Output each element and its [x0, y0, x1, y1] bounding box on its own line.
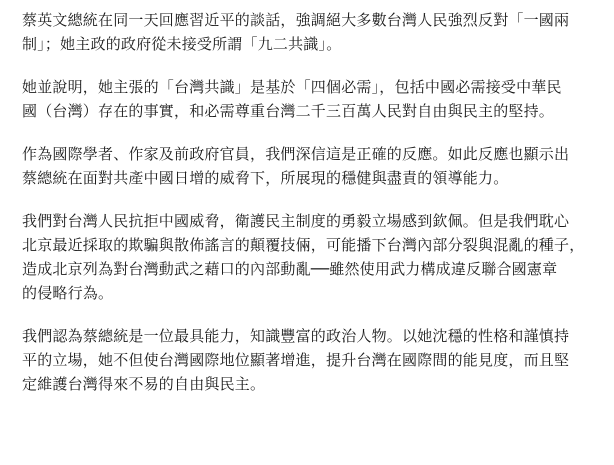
text-line: 我們認為蔡總統是一位最具能力，知識豐富的政治人物。以她沈穩的性格和謹慎持 [22, 327, 570, 345]
text-line: 她並說明，她主張的「台灣共識」是基於「四個必需」，包括中國必需接受中華民 [22, 78, 562, 96]
paragraph [22, 324, 596, 396]
text-line: 蔡總統在面對共產中國日增的威脅下，所展現的穩健與盡責的領導能力。 [22, 169, 509, 187]
text-line: 的侵略行為。 [22, 284, 114, 302]
text-line: 造成北京列為對台灣動武之藉口的內部動亂──雖然使用武力構成違反聯合國憲章 [22, 260, 558, 278]
text-line: 北京最近採取的欺騙與散佈謠言的顛覆技倆，可能播下台灣內部分裂與混亂的種子， [22, 236, 585, 254]
text-line: 我們對台灣人民抗拒中國威脅，衛護民主制度的勇毅立場感到欽佩。但是我們耽心 [22, 212, 570, 230]
text-line: 國（台灣）存在的事實，和必需尊重台灣二千三百萬人民對自由與民主的堅持。 [22, 102, 555, 120]
text-line: 平的立場，她不但使台灣國際地位顯著增進，提升台灣在國際間的能見度，而且堅 [22, 351, 570, 369]
text-line: 蔡英文總統在同一天回應習近平的談話，強調絕大多數台灣人民強烈反對「一國兩 [22, 11, 570, 29]
text-line: 定維護台灣得來不易的自由與民主。 [22, 375, 266, 393]
text-line: 作為國際學者、作家及前政府官員，我們深信這是正確的反應。如此反應也顯示出 [22, 145, 570, 163]
paragraph [22, 75, 596, 123]
paragraph [22, 8, 596, 56]
paragraph [22, 142, 596, 190]
text-line: 制」；她主政的政府從未接受所謂「九二共識」。 [22, 35, 342, 53]
paragraph [22, 209, 596, 305]
